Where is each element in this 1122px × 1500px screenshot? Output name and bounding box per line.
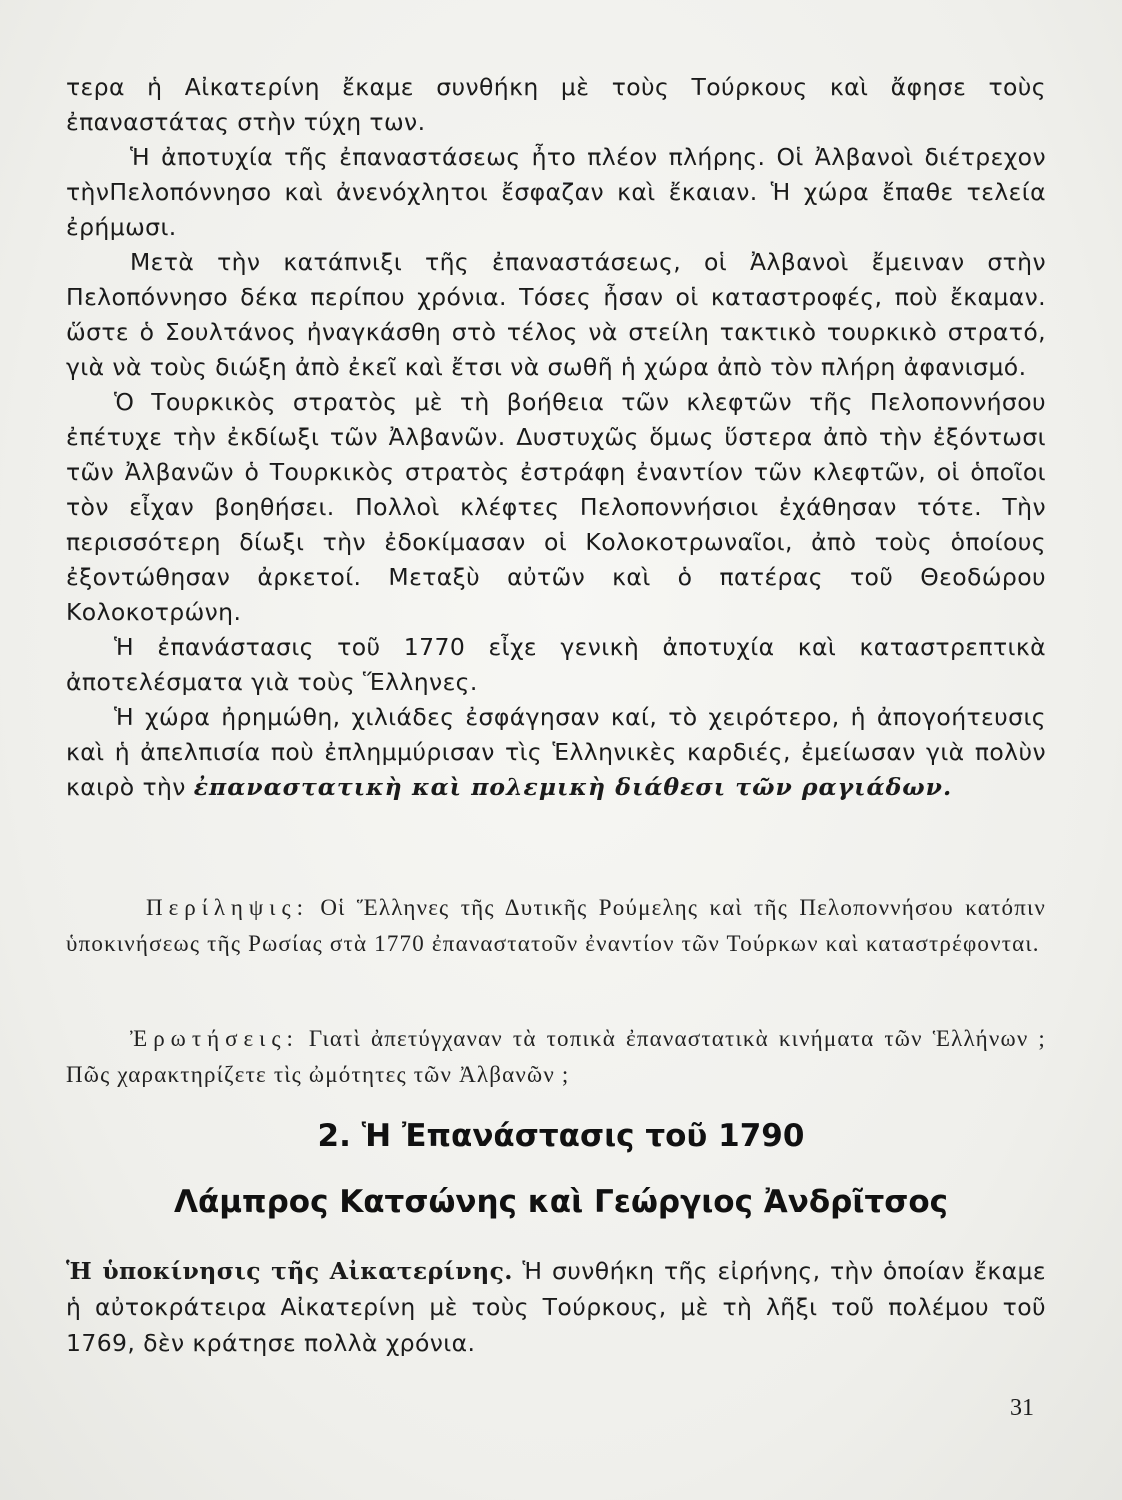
section-subtitle: Λάμπρος Κατσώνης καὶ Γεώργιος Ἀνδρῖτσος bbox=[173, 1184, 949, 1220]
paragraph-1: τερα ἡ Αἰκατερίνη ἔκαμε συνθήκη μὲ τοὺς Τούρκους καὶ ἄφησε τοὺς ἐπαναστάτας στὴν τύχη των. bbox=[66, 73, 1046, 136]
page-number: 31 bbox=[1010, 1395, 1034, 1421]
paragraph-4: Ὁ Τουρκικὸς στρατὸς μὲ τὴ βοήθεια τῶν κλεφτῶν τῆς Πελοποννήσου ἐπέτυχε τὴν ἐκδίωξι τῶν Ἀλβανῶν. Δυστυχῶς ὅμως ὕστερα ἀπὸ τὴν ἐξόντωσι τῶν Ἀλβανῶν ὁ Τουρκικὸς στρατὸς ἐστράφη ἐναντίον τῶν κλεφτῶν, οἱ ὁποῖοι τὸν εἶχαν βοηθήσει. Πολλοὶ κλέφτες Πελοποννήσιοι ἐχάθησαν τότε. Τὴν περισσότερη δίωξι τὴν ἐδοκίμασαν οἱ Κολοκοτρωναῖοι, ἀπὸ τοὺς ὁποίους ἐξοντώθησαν ἀρκετοί. Μεταξὺ αὐτῶν καὶ ὁ πατέρας τοῦ Θεοδώρου Κολοκοτρώνη. bbox=[66, 388, 1046, 626]
paragraph-3: Μετὰ τὴν κατάπνιξι τῆς ἐπαναστάσεως, οἱ Ἀλβανοὶ ἔμειναν στὴν Πελοπόννησο δέκα περίπου χρόνια. Τόσες ἦσαν οἱ καταστροφές, ποὺ ἔκαμαν. ὥστε ὁ Σουλτάνος ἠναγκάσθη στὸ τέλος νὰ στείλη τακτικὸ τουρκικὸ στρατό, γιὰ νὰ τοὺς διώξη ἀπὸ ἐκεῖ καὶ ἔτσι νὰ σωθῆ ἡ χώρα ἀπὸ τὸν πλήρη ἀφανισμό. bbox=[66, 248, 1046, 381]
paragraph-6-emphasis: ἐπαναστατικὴ καὶ πολεμικὴ διάθεσι τῶν ραγιάδων. bbox=[193, 773, 953, 801]
section-text: Ἡ συνθήκη τῆς εἰρήνης, τὴν ὁποίαν ἔκαμε ἡ αὐτοκράτειρα Αἰκατερίνη μὲ τοὺς Τούρκους, μὲ τὴ λῆξι τοῦ πολέμου τοῦ 1769, δὲν κράτησε πολλὰ χρόνια. bbox=[66, 1257, 1046, 1357]
summary-block bbox=[66, 890, 1046, 962]
paragraph-6 bbox=[66, 700, 1046, 805]
summary-text: Οἱ Ἕλληνες τῆς Δυτικῆς Ρούμελης καὶ τῆς Πελοποννήσου κατόπιν ὑποκινήσεως τῆς Ρωσίας στὰ 1770 ἐπαναστατοῦν ἐναντίον τῶν Τούρκων καὶ καταστρέφονται. bbox=[66, 895, 1047, 956]
paragraph-5: Ἡ ἐπανάστασις τοῦ 1770 εἶχε γενικὴ ἀποτυχία καὶ καταστρεπτικὰ ἀποτελέσματα γιὰ τοὺς Ἕλληνες. bbox=[66, 633, 1046, 696]
questions-text: Γιατὶ ἀπετύγχαναν τὰ τοπικὰ ἐπαναστατικὰ κινήματα τῶν Ἑλλήνων ; Πῶς χαρακτηρίζετε τὶς ὠμότητες τῶν Ἀλβανῶν ; bbox=[66, 1026, 1046, 1087]
questions-label: Ἐρωτήσεις: bbox=[130, 1026, 299, 1051]
section-intro bbox=[66, 1253, 1046, 1361]
questions-block bbox=[66, 1021, 1046, 1093]
main-text-block bbox=[66, 70, 1046, 805]
section-lead: Ἡ ὑποκίνησις τῆς Αἰκατερίνης. bbox=[66, 1257, 513, 1285]
paragraph-6-text: Ἡ χώρα ἠρημώθη, χιλιάδες ἐσφάγησαν καί, τὸ χειρότερο, ἡ ἀπογοήτευσις καὶ ἡ ἀπελπισία ποὺ ἐπλημμύρισαν τὶς Ἑλληνικὲς καρδιές, ἐμείωσαν γιὰ πολὺν καιρὸ τὴν bbox=[66, 703, 1046, 801]
paragraph-2: Ἡ ἀποτυχία τῆς ἐπαναστάσεως ἦτο πλέον πλήρης. Οἱ Ἀλβανοὶ διέτρεχον τὴνΠελοπόννησο καὶ ἀνενόχλητοι ἔσφαζαν καὶ ἔκαιαν. Ἡ χώρα ἔπαθε τελεία ἐρήμωσι. bbox=[66, 143, 1046, 241]
section-title: 2. Ἡ Ἐπανάστασις τοῦ 1790 bbox=[317, 1118, 805, 1154]
summary-label: Περίληψις: bbox=[146, 895, 309, 920]
